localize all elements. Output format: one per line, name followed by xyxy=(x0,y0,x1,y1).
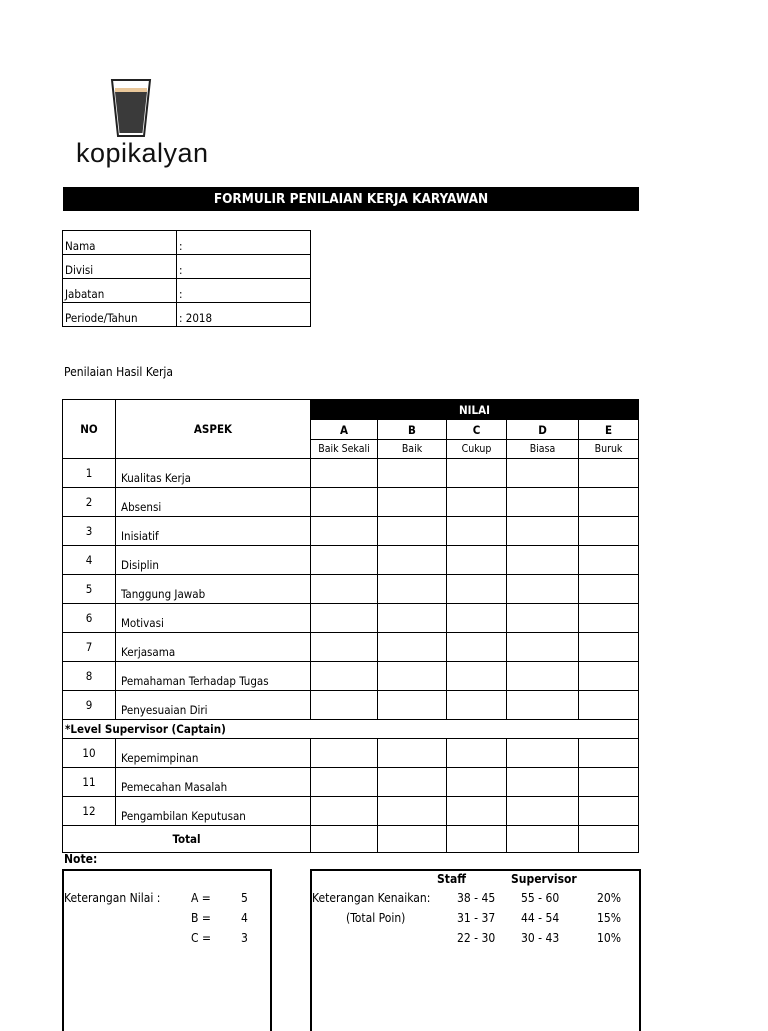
grade-cell[interactable] xyxy=(579,517,639,546)
grade-cell[interactable] xyxy=(447,488,507,517)
grade-cell[interactable] xyxy=(507,517,579,546)
grade-cell[interactable] xyxy=(579,797,639,826)
grade-cell[interactable] xyxy=(507,633,579,662)
grade-desc: Cukup xyxy=(447,440,507,459)
row-no: 10 xyxy=(63,739,116,768)
grade-cell[interactable] xyxy=(311,604,378,633)
nilai-value: 4 xyxy=(241,911,248,925)
grade-cell[interactable] xyxy=(378,691,447,720)
grade-cell[interactable] xyxy=(507,739,579,768)
grade-cell[interactable] xyxy=(507,604,579,633)
grade-cell[interactable] xyxy=(447,517,507,546)
row-aspek: Kepemimpinan xyxy=(116,739,311,768)
column-header-nilai: NILAI xyxy=(311,400,639,420)
grade-cell[interactable] xyxy=(311,459,378,488)
nilai-value: 5 xyxy=(241,891,248,905)
cup-logo-icon xyxy=(110,78,152,138)
grade-cell[interactable] xyxy=(311,691,378,720)
table-row xyxy=(63,546,639,575)
grade-cell[interactable] xyxy=(378,768,447,797)
keterangan-kenaikan-box xyxy=(310,869,641,1031)
keterangan-nilai-label: Keterangan Nilai : xyxy=(64,891,161,905)
grade-cell[interactable] xyxy=(378,604,447,633)
supervisor-section-label: *Level Supervisor (Captain) xyxy=(63,720,639,739)
grade-cell[interactable] xyxy=(311,633,378,662)
grade-cell[interactable] xyxy=(579,633,639,662)
grade-cell[interactable] xyxy=(507,768,579,797)
supervisor-section-row xyxy=(63,720,639,739)
grade-cell[interactable] xyxy=(579,768,639,797)
grade-cell[interactable] xyxy=(378,739,447,768)
grade-cell[interactable] xyxy=(579,739,639,768)
row-no: 12 xyxy=(63,797,116,826)
grade-cell[interactable] xyxy=(579,546,639,575)
grade-cell[interactable] xyxy=(579,459,639,488)
grade-cell[interactable] xyxy=(378,662,447,691)
row-aspek: Absensi xyxy=(116,488,311,517)
grade-cell[interactable] xyxy=(311,546,378,575)
kenaikan-supervisor: 30 - 43 xyxy=(521,931,560,945)
grade-cell[interactable] xyxy=(378,488,447,517)
grade-cell[interactable] xyxy=(311,662,378,691)
column-header-supervisor: Supervisor xyxy=(511,872,577,886)
row-no: 4 xyxy=(63,546,116,575)
row-no: 7 xyxy=(63,633,116,662)
brand-logo-text: kopikalyan xyxy=(76,138,209,168)
grade-letter: A xyxy=(311,420,378,440)
nilai-value: 3 xyxy=(241,931,248,945)
row-aspek: Pengambilan Keputusan xyxy=(116,797,311,826)
nilai-grade: A = xyxy=(191,891,211,905)
keterangan-nilai-box xyxy=(62,869,272,1031)
grade-cell[interactable] xyxy=(447,575,507,604)
row-no: 6 xyxy=(63,604,116,633)
grade-cell[interactable] xyxy=(507,488,579,517)
row-aspek: Pemahaman Terhadap Tugas xyxy=(116,662,311,691)
kenaikan-pct: 15% xyxy=(597,911,621,925)
table-row xyxy=(63,604,639,633)
row-aspek: Disiplin xyxy=(116,546,311,575)
row-aspek: Kerjasama xyxy=(116,633,311,662)
grade-cell[interactable] xyxy=(507,575,579,604)
row-no: 2 xyxy=(63,488,116,517)
table-row xyxy=(63,797,639,826)
nilai-grade: B = xyxy=(191,911,211,925)
info-row-jabatan xyxy=(63,279,311,303)
grade-cell[interactable] xyxy=(447,739,507,768)
nilai-grade: C = xyxy=(191,931,212,945)
table-row xyxy=(63,517,639,546)
grade-cell[interactable] xyxy=(378,459,447,488)
column-header-no: NO xyxy=(63,400,116,459)
table-row xyxy=(63,575,639,604)
grade-desc: Biasa xyxy=(507,440,579,459)
kenaikan-supervisor: 55 - 60 xyxy=(521,891,560,905)
row-aspek: Inisiatif xyxy=(116,517,311,546)
grade-cell[interactable] xyxy=(507,546,579,575)
table-row xyxy=(63,662,639,691)
grade-cell[interactable] xyxy=(447,604,507,633)
info-row-divisi xyxy=(63,255,311,279)
row-aspek: Pemecahan Masalah xyxy=(116,768,311,797)
info-value[interactable]: : xyxy=(177,279,311,303)
row-aspek: Tanggung Jawab xyxy=(116,575,311,604)
total-cell[interactable] xyxy=(311,826,378,853)
row-no: 9 xyxy=(63,691,116,720)
grade-cell[interactable] xyxy=(447,797,507,826)
info-row-nama xyxy=(63,231,311,255)
kenaikan-supervisor: 44 - 54 xyxy=(521,911,560,925)
info-label: Nama xyxy=(63,231,177,255)
info-label: Periode/Tahun xyxy=(63,303,177,327)
assessment-table xyxy=(62,399,639,853)
section-label: Penilaian Hasil Kerja xyxy=(64,365,174,379)
grade-cell[interactable] xyxy=(311,797,378,826)
row-no: 3 xyxy=(63,517,116,546)
grade-cell[interactable] xyxy=(378,546,447,575)
info-label: Jabatan xyxy=(63,279,177,303)
kenaikan-staff: 22 - 30 xyxy=(457,931,496,945)
kenaikan-staff: 31 - 37 xyxy=(457,911,496,925)
table-row xyxy=(63,691,639,720)
grade-cell[interactable] xyxy=(311,768,378,797)
table-row xyxy=(63,739,639,768)
column-header-staff: Staff xyxy=(437,872,466,886)
total-cell[interactable] xyxy=(447,826,507,853)
kenaikan-staff: 38 - 45 xyxy=(457,891,496,905)
grade-cell[interactable] xyxy=(579,488,639,517)
kenaikan-pct: 20% xyxy=(597,891,621,905)
grade-cell[interactable] xyxy=(378,575,447,604)
grade-cell[interactable] xyxy=(378,633,447,662)
grade-desc: Buruk xyxy=(579,440,639,459)
grade-cell[interactable] xyxy=(447,768,507,797)
row-no: 11 xyxy=(63,768,116,797)
kenaikan-pct: 10% xyxy=(597,931,621,945)
info-value[interactable]: : xyxy=(177,255,311,279)
grade-cell[interactable] xyxy=(579,575,639,604)
total-row xyxy=(63,826,639,853)
table-row xyxy=(63,459,639,488)
info-value[interactable]: : xyxy=(177,231,311,255)
grade-cell[interactable] xyxy=(447,459,507,488)
grade-cell[interactable] xyxy=(311,488,378,517)
grade-cell[interactable] xyxy=(311,517,378,546)
row-aspek: Motivasi xyxy=(116,604,311,633)
row-no: 5 xyxy=(63,575,116,604)
grade-cell[interactable] xyxy=(579,662,639,691)
grade-cell[interactable] xyxy=(378,517,447,546)
row-aspek: Penyesuaian Diri xyxy=(116,691,311,720)
info-label: Divisi xyxy=(63,255,177,279)
grade-cell[interactable] xyxy=(579,604,639,633)
row-no: 1 xyxy=(63,459,116,488)
grade-letter: C xyxy=(447,420,507,440)
employee-info-table xyxy=(62,230,311,327)
table-row xyxy=(63,633,639,662)
total-label: Total xyxy=(63,826,311,853)
grade-desc: Baik xyxy=(378,440,447,459)
info-row-periode xyxy=(63,303,311,327)
table-row xyxy=(63,768,639,797)
total-cell[interactable] xyxy=(579,826,639,853)
grade-cell[interactable] xyxy=(507,459,579,488)
grade-cell[interactable] xyxy=(447,633,507,662)
total-cell[interactable] xyxy=(507,826,579,853)
grade-cell[interactable] xyxy=(447,662,507,691)
grade-cell[interactable] xyxy=(378,797,447,826)
row-aspek: Kualitas Kerja xyxy=(116,459,311,488)
row-no: 8 xyxy=(63,662,116,691)
grade-cell[interactable] xyxy=(507,691,579,720)
total-cell[interactable] xyxy=(378,826,447,853)
grade-cell[interactable] xyxy=(507,797,579,826)
column-header-aspek: ASPEK xyxy=(116,400,311,459)
grade-cell[interactable] xyxy=(579,691,639,720)
info-value[interactable]: : 2018 xyxy=(177,303,311,327)
table-row xyxy=(63,488,639,517)
grade-cell[interactable] xyxy=(447,546,507,575)
note-label: Note: xyxy=(64,852,98,866)
grade-cell[interactable] xyxy=(447,691,507,720)
grade-cell[interactable] xyxy=(311,739,378,768)
grade-letter: B xyxy=(378,420,447,440)
grade-letter: E xyxy=(579,420,639,440)
grade-letter: D xyxy=(507,420,579,440)
grade-cell[interactable] xyxy=(507,662,579,691)
grade-desc: Baik Sekali xyxy=(311,440,378,459)
kenaikan-sub-label: (Total Poin) xyxy=(346,911,406,925)
form-title: FORMULIR PENILAIAN KERJA KARYAWAN xyxy=(63,187,639,211)
grade-cell[interactable] xyxy=(311,575,378,604)
kenaikan-label: Keterangan Kenaikan: xyxy=(312,891,431,905)
